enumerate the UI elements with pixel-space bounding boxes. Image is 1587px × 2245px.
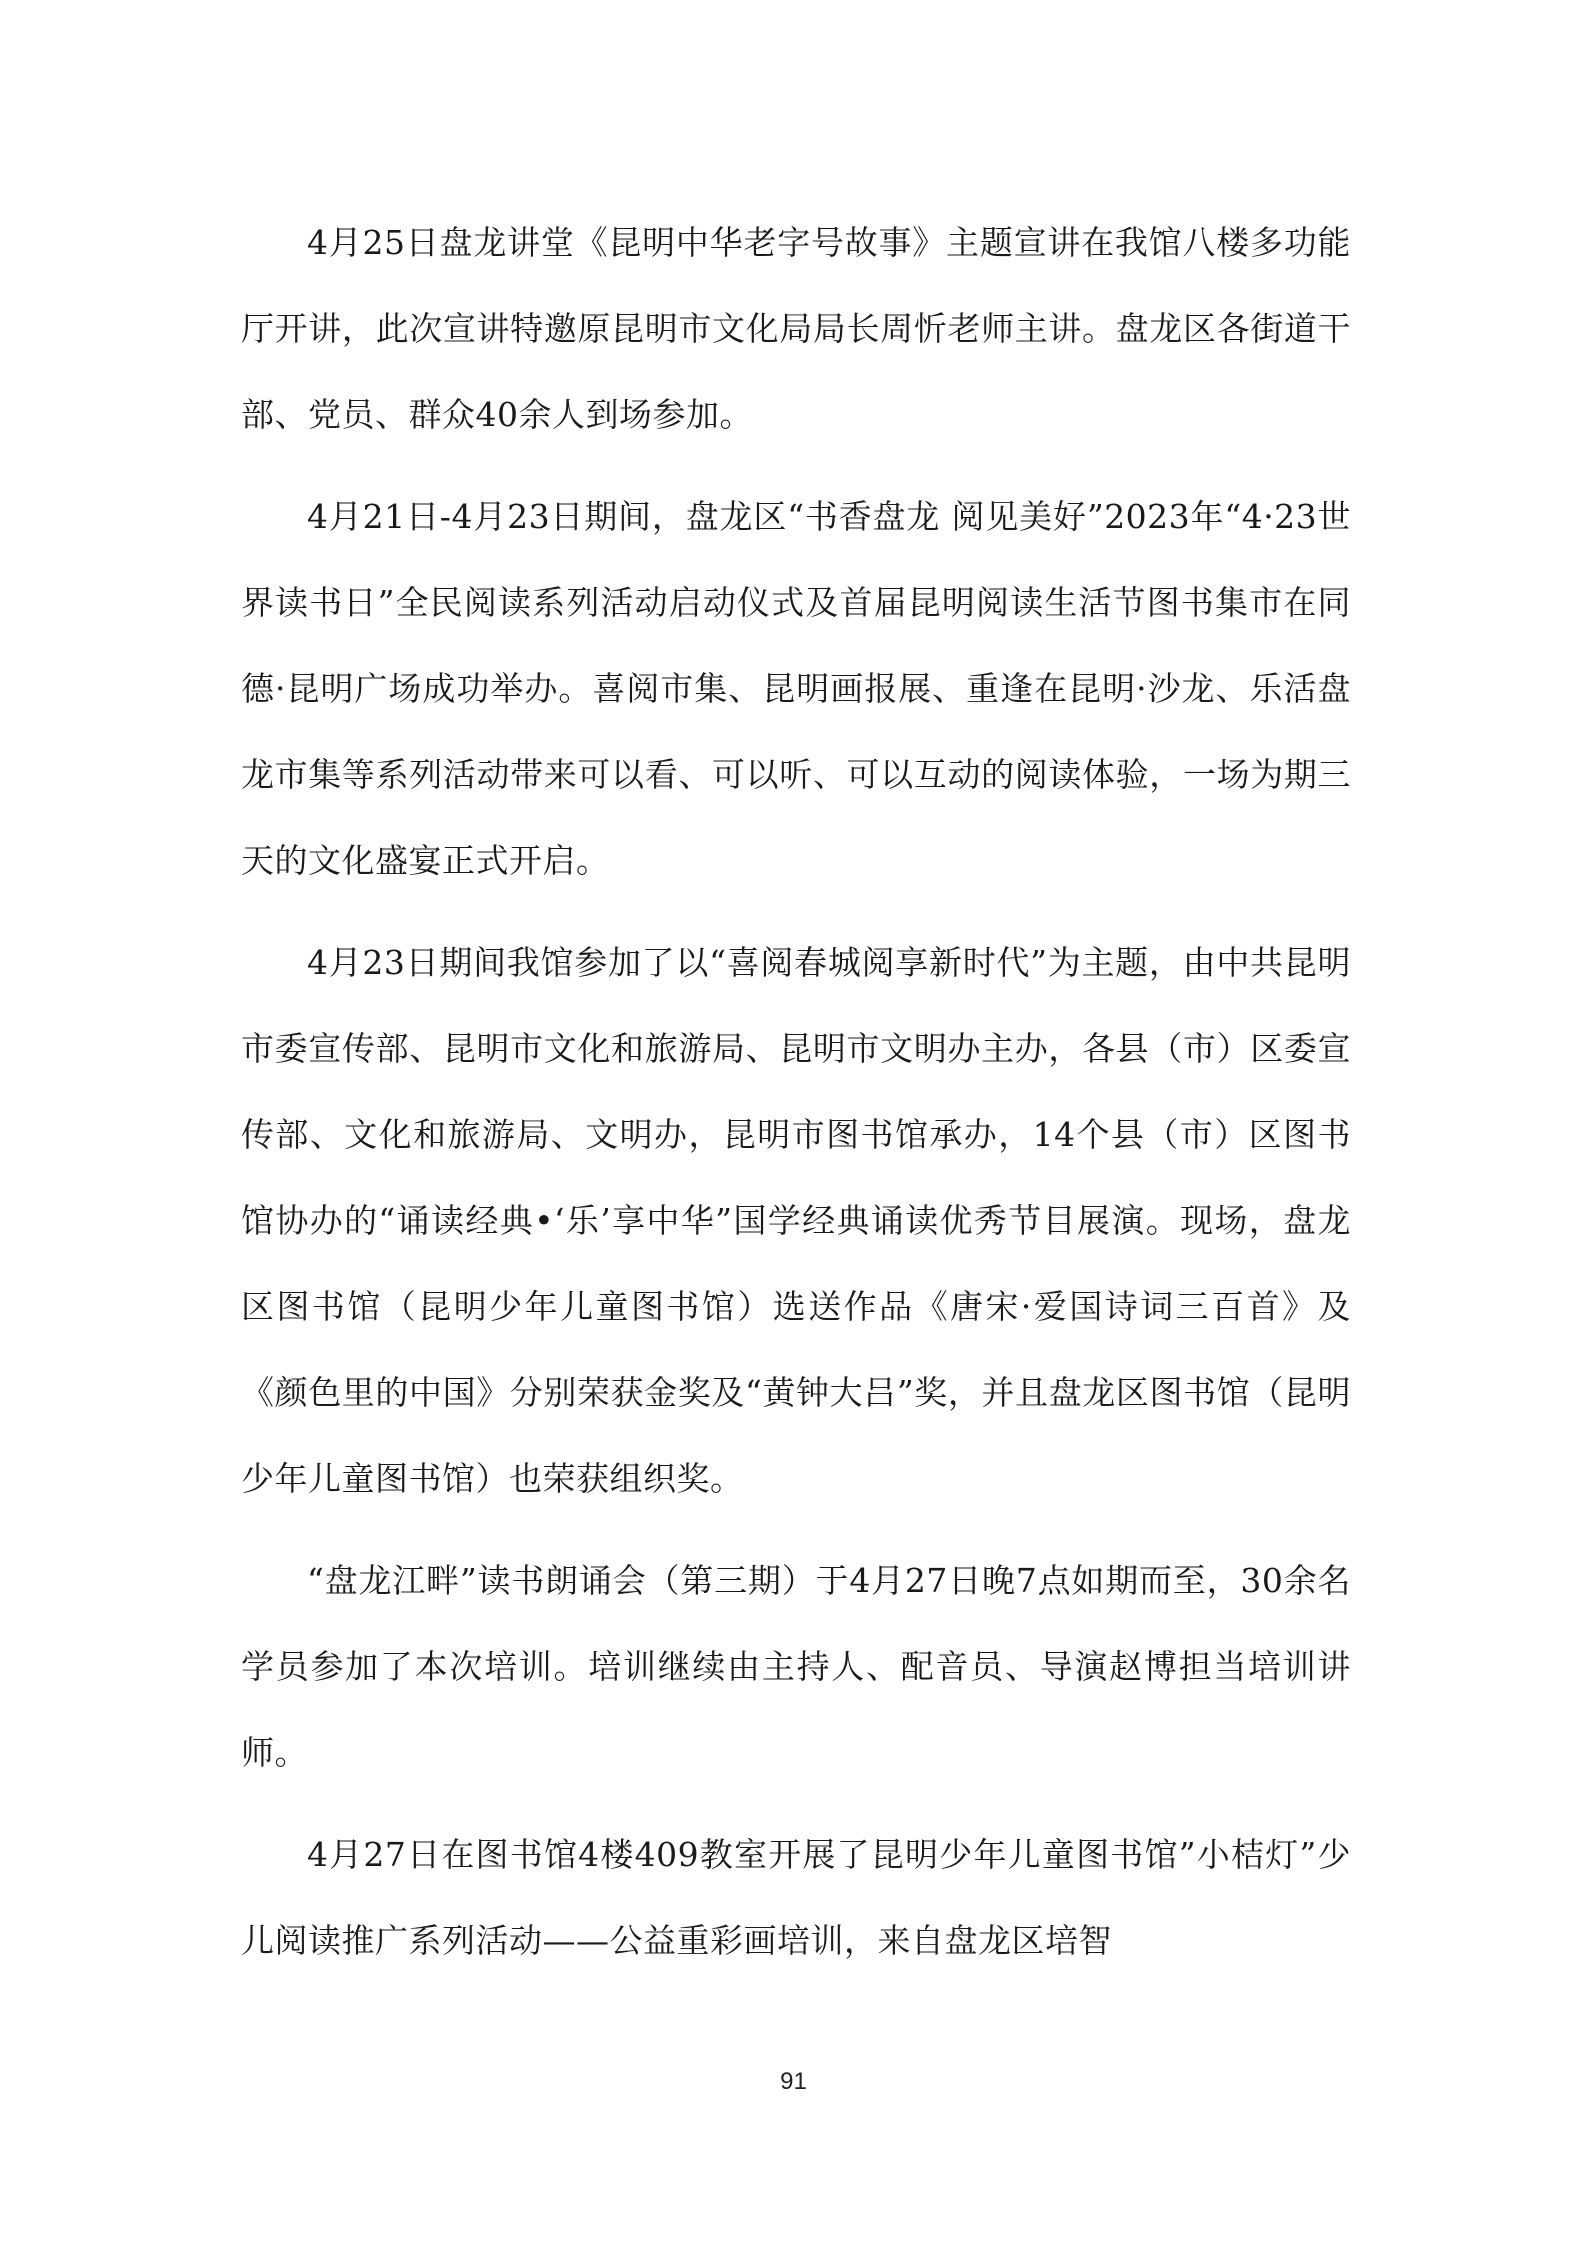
paragraph-painting-training: 4月27日在图书馆4楼409教室开展了昆明少年儿童图书馆”小桔灯”少儿阅读推广系列活动——公益重彩画培训，来自盘龙区培智 xyxy=(241,1835,1351,1960)
page-number: 91 xyxy=(780,2068,807,2095)
paragraph-reading-recital: “盘龙江畔”读书朗诵会（第三期）于4月27日晚7点如期而至，30余名学员参加了本次培训。培训继续由主持人、配音员、导演赵博担当培训讲师。 xyxy=(241,1561,1351,1772)
page-body xyxy=(241,200,1351,1984)
paragraph-classics-recital: 4月23日期间我馆参加了以“喜阅春城阅享新时代”为主题，由中共昆明市委宣传部、昆明市文化和旅游局、昆明市文明办主办，各县（市）区委宣传部、文化和旅游局、文明办，昆明市图书馆承办，14个县（市）区图书馆协办的“诵读经典•‘乐’享中华”国学经典诵读优秀节目展演。现场，盘龙区图书馆（昆明少年儿童图书馆）选送作品《唐宋·爱国诗词三百首》及《颜色里的中国》分别荣获金奖及“黄钟大吕”奖，并且盘龙区图书馆（昆明少年儿童图书馆）也荣获组织奖。 xyxy=(241,943,1351,1498)
paragraph-panlong-lecture: 4月25日盘龙讲堂《昆明中华老字号故事》主题宣讲在我馆八楼多功能厅开讲，此次宣讲特邀原昆明市文化局局长周忻老师主讲。盘龙区各街道干部、党员、群众40余人到场参加。 xyxy=(241,223,1351,434)
paragraph-world-book-day: 4月21日-4月23日期间，盘龙区“书香盘龙 阅见美好”2023年“4·23世界读书日”全民阅读系列活动启动仪式及首届昆明阅读生活节图书集市在同德·昆明广场成功举办。喜阅市集、昆明画报展、重逢在昆明·沙龙、乐活盘龙市集等系列活动带来可以看、可以听、可以互动的阅读体验，一场为期三天的文化盛宴正式开启。 xyxy=(241,497,1351,880)
